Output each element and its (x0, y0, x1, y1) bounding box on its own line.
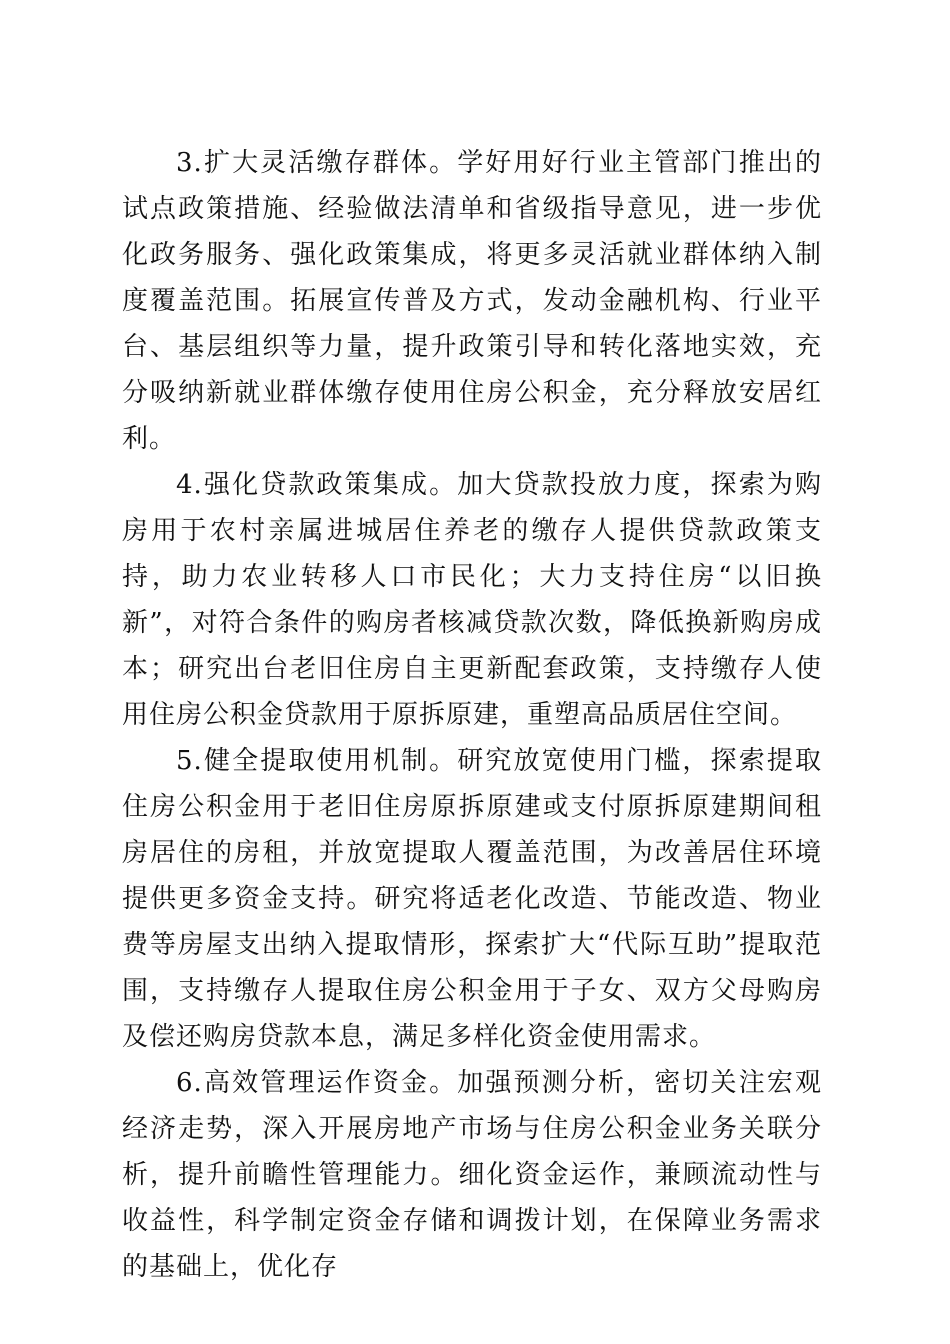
paragraph-5: 5.健全提取使用机制。研究放宽使用门槛，探索提取住房公积金用于老旧住房原拆原建或支付原拆原建期间租房居住的房租，并放宽提取人覆盖范围，为改善居住环境提供更多资金支持。研究将适老化改造、节能改造、物业费等房屋支出纳入提取情形，探索扩大“代际互助”提取范围，支持缴存人提取住房公积金用于子女、双方父母购房及偿还购房贷款本息，满足多样化资金使用需求。 (122, 746, 822, 1052)
document-body (122, 140, 822, 1290)
paragraph-4: 4.强化贷款政策集成。加大贷款投放力度，探索为购房用于农村亲属进城居住养老的缴存人提供贷款政策支持，助力农业转移人口市民化；大力支持住房“以旧换新”，对符合条件的购房者核减贷款次数，降低换新购房成本；研究出台老旧住房自主更新配套政策，支持缴存人使用住房公积金贷款用于原拆原建，重塑高品质居住空间。 (122, 470, 822, 730)
paragraph-3: 3.扩大灵活缴存群体。学好用好行业主管部门推出的试点政策措施、经验做法清单和省级指导意见，进一步优化政务服务、强化政策集成，将更多灵活就业群体纳入制度覆盖范围。拓展宣传普及方式，发动金融机构、行业平台、基层组织等力量，提升政策引导和转化落地实效，充分吸纳新就业群体缴存使用住房公积金，充分释放安居红利。 (122, 148, 822, 454)
paragraph-6: 6.高效管理运作资金。加强预测分析，密切关注宏观经济走势，深入开展房地产市场与住房公积金业务关联分析，提升前瞻性管理能力。细化资金运作，兼顾流动性与收益性，科学制定资金存储和调拨计划，在保障业务需求的基础上，优化存 (122, 1068, 822, 1282)
